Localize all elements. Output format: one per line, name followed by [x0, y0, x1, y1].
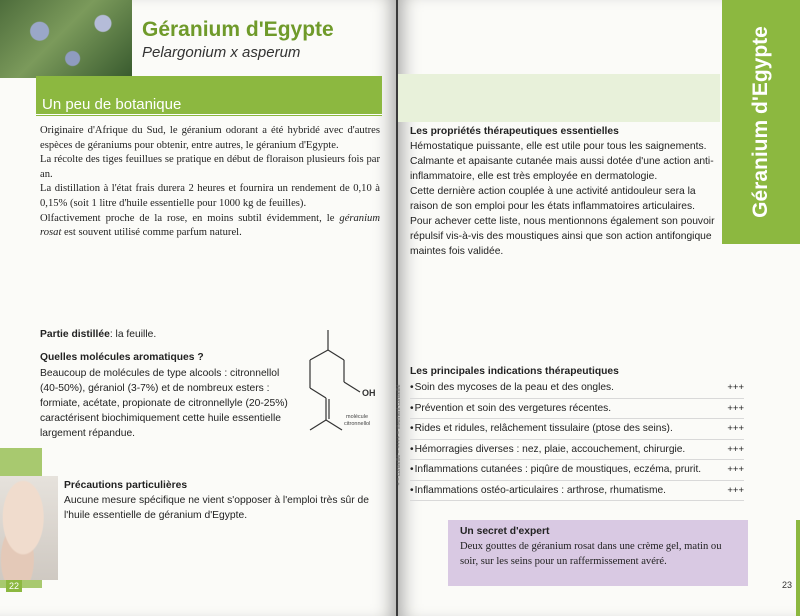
legend-text: + = conseillé – ++++ = vivement conseillé [396, 384, 402, 486]
distilled-part [40, 327, 156, 342]
indication-rating: +++ [727, 423, 744, 434]
properties-line: Hémostatique puissante, elle est utile pour tous les saignements. [410, 141, 707, 152]
botany-paragraph: La distillation à l'état frais durera 2 heures et fournira un rendement de 0,10 à 0,15% (soit 1 litre d'huile essentielle pour 1000 kg de feuilles). [40, 183, 380, 209]
page-title: Géranium d'Egypte [142, 18, 334, 41]
side-title: Géranium d'Egypte [749, 26, 772, 218]
olfactive-italic: géranium rosat [40, 212, 380, 239]
section-banner [36, 76, 382, 116]
indication-row: •Inflammations cutanées : piqûre de moustiques, eczéma, prurit. +++ [410, 460, 744, 481]
botany-paragraph: La récolte des tiges feuillues se pratique en début de floraison plusieurs fois par an. [40, 154, 380, 180]
molecules-heading: Quelles molécules aromatiques ? [40, 352, 204, 363]
indication-text: Inflammations ostéo-articulaires : arthrose, rhumatisme. [414, 484, 666, 496]
indication-row: •Soin des mycoses de la peau et des ongles. +++ [410, 378, 744, 399]
precautions-text: Aucune mesure spécifique ne vient s'opposer à l'emploi très sûr de l'huile essentielle de géranium d'Egypte. [64, 495, 369, 521]
side-title-tab [722, 0, 800, 244]
expert-text: Deux gouttes de géranium rosat dans une crème gel, matin ou soir, sur les seins pour un raffermissement avéré. [460, 541, 722, 567]
indication-rating: +++ [727, 464, 744, 475]
indication-rating: +++ [727, 382, 744, 393]
expert-heading: Un secret d'expert [460, 526, 550, 537]
indication-text: Rides et ridules, relâchement tissulaire (ptose des seins). [414, 423, 673, 434]
properties-section [410, 124, 716, 259]
molecules-text: Beaucoup de molécules de type alcools : citronnellol (40-50%), géraniol (3-7%) et de nombreux esters : formiate, acétate, propionate de citronnellyle (20-25%) caractérisent biochimiquement cette huile essentielle largement répandue. [40, 368, 288, 439]
indication-text: Prévention et soin des vergetures récentes. [414, 402, 612, 414]
indication-rating: +++ [727, 402, 744, 414]
indication-rating: +++ [727, 443, 744, 455]
properties-line: Calmante et apaisante cutanée mais aussi dotée d'une action anti-inflammatoire, elle est très employée en dermatologie. [410, 156, 714, 182]
precautions-heading: Précautions particulières [64, 480, 188, 491]
expert-secret-box [448, 520, 748, 586]
hydroxyl-label: OH [362, 388, 376, 398]
section-underline [36, 114, 382, 115]
properties-line: Cette dernière action couplée à une activité antidouleur sera la raison de son emploi pour les états inflammatoires articulaires. [410, 186, 696, 212]
indication-rating: +++ [727, 484, 744, 496]
section-heading: Un peu de botanique [42, 96, 182, 113]
olfactive-end: est souvent utilisé comme parfum naturel. [64, 227, 242, 239]
indication-row: •Hémorragies diverses : nez, plaie, accouchement, chirurgie. +++ [410, 440, 744, 461]
molecules-section [40, 350, 300, 441]
botany-text [40, 124, 380, 241]
indication-text: Hémorragies diverses : nez, plaie, accouchement, chirurgie. [414, 443, 686, 455]
page-number: 22 [6, 580, 22, 592]
distilled-value: : la feuille. [109, 329, 157, 340]
molecule-caption: molécule [346, 414, 369, 420]
green-header-band [398, 74, 720, 122]
olfactive-text: Olfactivement proche de la rose, en moins subtil évidemment, le [40, 212, 335, 224]
precautions-section [64, 478, 374, 523]
latin-name: Pelargonium x asperum [142, 44, 301, 61]
woman-face-photo [0, 476, 58, 580]
indication-text: Inflammations cutanées : piqûre de moustiques, eczéma, prurit. [414, 464, 702, 475]
geranium-flower-photo [0, 0, 132, 78]
indications-legend [392, 380, 406, 490]
green-edge-strip [796, 520, 800, 616]
page-number: 23 [781, 580, 792, 590]
indications-heading: Les principales indications thérapeutiques [410, 366, 619, 377]
title-block [142, 18, 334, 61]
right-page [398, 0, 800, 616]
properties-line: Pour achever cette liste, nous mentionnons également son pouvoir répulsif vis-à-vis des moustiques ainsi que son action antifongique maintes fois validée. [410, 216, 715, 257]
indications-list [410, 378, 744, 501]
olfactive-paragraph [40, 212, 380, 241]
citronellol-structure-diagram [296, 326, 388, 442]
indication-row: •Rides et ridules, relâchement tissulaire (ptose des seins). +++ [410, 419, 744, 440]
botany-paragraph: Originaire d'Afrique du Sud, le géranium odorant a été hybridé avec d'autres espèces de géraniums pour obtenir, entre autres, le géranium d'Egypte. [40, 125, 380, 151]
indication-text: Soin des mycoses de la peau et des ongles. [414, 382, 614, 393]
distilled-label: Partie distillée [40, 329, 110, 340]
indication-row: •Inflammations ostéo-articulaires : arthrose, rhumatisme. +++ [410, 481, 744, 502]
properties-heading: Les propriétés thérapeutiques essentielles [410, 126, 619, 137]
indication-row: •Prévention et soin des vergetures récentes. +++ [410, 399, 744, 420]
left-page [0, 0, 396, 616]
molecule-caption: citronnellol [344, 421, 371, 427]
